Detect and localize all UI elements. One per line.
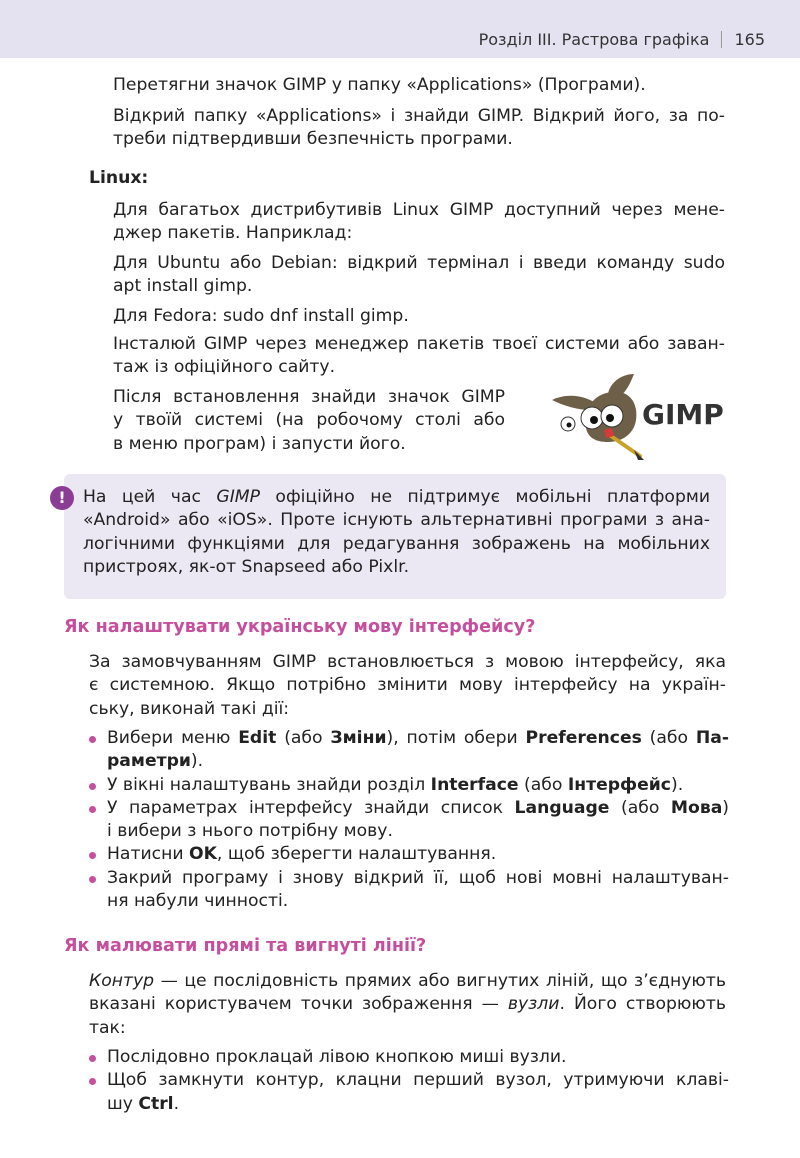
exclamation-icon: ! [50, 486, 74, 510]
running-header [479, 30, 765, 49]
list-item: У вікні налаштувань знайди розділ Interface (або Інтерфейс). [89, 774, 729, 797]
linux-heading: Linux: [89, 168, 149, 188]
contour-steps-list [89, 1046, 729, 1116]
language-steps-list [89, 727, 729, 913]
gimp-logo [546, 368, 730, 460]
bullet-icon [89, 1078, 96, 1085]
bullet-icon [89, 876, 96, 883]
page-header [0, 0, 800, 58]
bullet-icon [89, 806, 96, 813]
section-title: Розділ III. Растрова графіка [478, 30, 710, 49]
section-language-intro: За замовчуванням GIMP встановлюється з мовою інтерфейсу, яка є системною. Якщо потрібно змінити мову інтерфейсу на україн- ську, виконай такі дії: [89, 652, 726, 719]
list-item: Закрий програму і знову відкрий її, щоб нові мовні налаштуван- ня набули чинності. [89, 867, 729, 914]
linux-step-launch: Після встановлення знайди значок GIMP у твоїй системі (на робочому столі або в меню програм) і запусти його. [113, 387, 505, 454]
section-heading-lines: Як малювати прямі та вигнуті лінії? [64, 936, 427, 956]
header-divider [721, 31, 722, 48]
bullet-icon [89, 783, 96, 790]
gimp-logo-text: GIMP [642, 398, 724, 431]
linux-step-fedora: Для Fedora: sudo dnf install gimp. [113, 306, 409, 326]
note-text: На цей час GIMP офіційно не підтримує мобільні платформи «Android» або «iOS». Проте існують альтернативні програми з ана- логічними функціями для редагування зображень на мобільних пристроях, як-от Snapseed або Pixlr. [83, 487, 710, 577]
list-item: Натисни OK, щоб зберегти налаштування. [89, 843, 729, 866]
list-item: Щоб замкнути контур, клацни перший вузол, утримуючи клаві- шу Ctrl. [89, 1069, 729, 1116]
list-item: Послідовно проклацай лівою кнопкою миші вузли. [89, 1046, 729, 1069]
mac-step-open: Відкрий папку «Applications» і знайди GIMP. Відкрий його, за по- треби підтвердивши безпечність програми. [113, 106, 725, 150]
bullet-icon [89, 1055, 96, 1062]
bullet-icon [89, 852, 96, 859]
linux-step-install: Інсталюй GIMP через менеджер пакетів твоєї системи або заван- таж із офіційного сайту. [113, 334, 725, 378]
mac-step-drag: Перетягни значок GIMP у папку «Applications» (Програми). [113, 75, 646, 95]
section-heading-language: Як налаштувати українську мову інтерфейсу? [64, 617, 536, 637]
list-item: У параметрах інтерфейсу знайди список Language (або Мова) і вибери з нього потрібну мову. [89, 797, 729, 844]
linux-step-package-manager: Для багатьох дистрибутивів Linux GIMP доступний через мене- джер пакетів. Наприклад: [113, 200, 725, 244]
linux-step-ubuntu: Для Ubuntu або Debian: відкрий термінал і введи команду sudo apt install gimp. [113, 253, 725, 297]
bullet-icon [89, 736, 96, 743]
section-lines-intro: Контур — це послідовність прямих або вигнутих ліній, що з’єднують вказані користувачем точки зображення — вузли. Його створюють так: [89, 971, 726, 1038]
list-item: Вибери меню Edit (або Зміни), потім обери Preferences (або Па- раметри). [89, 727, 729, 774]
page-number: 165 [734, 30, 765, 49]
